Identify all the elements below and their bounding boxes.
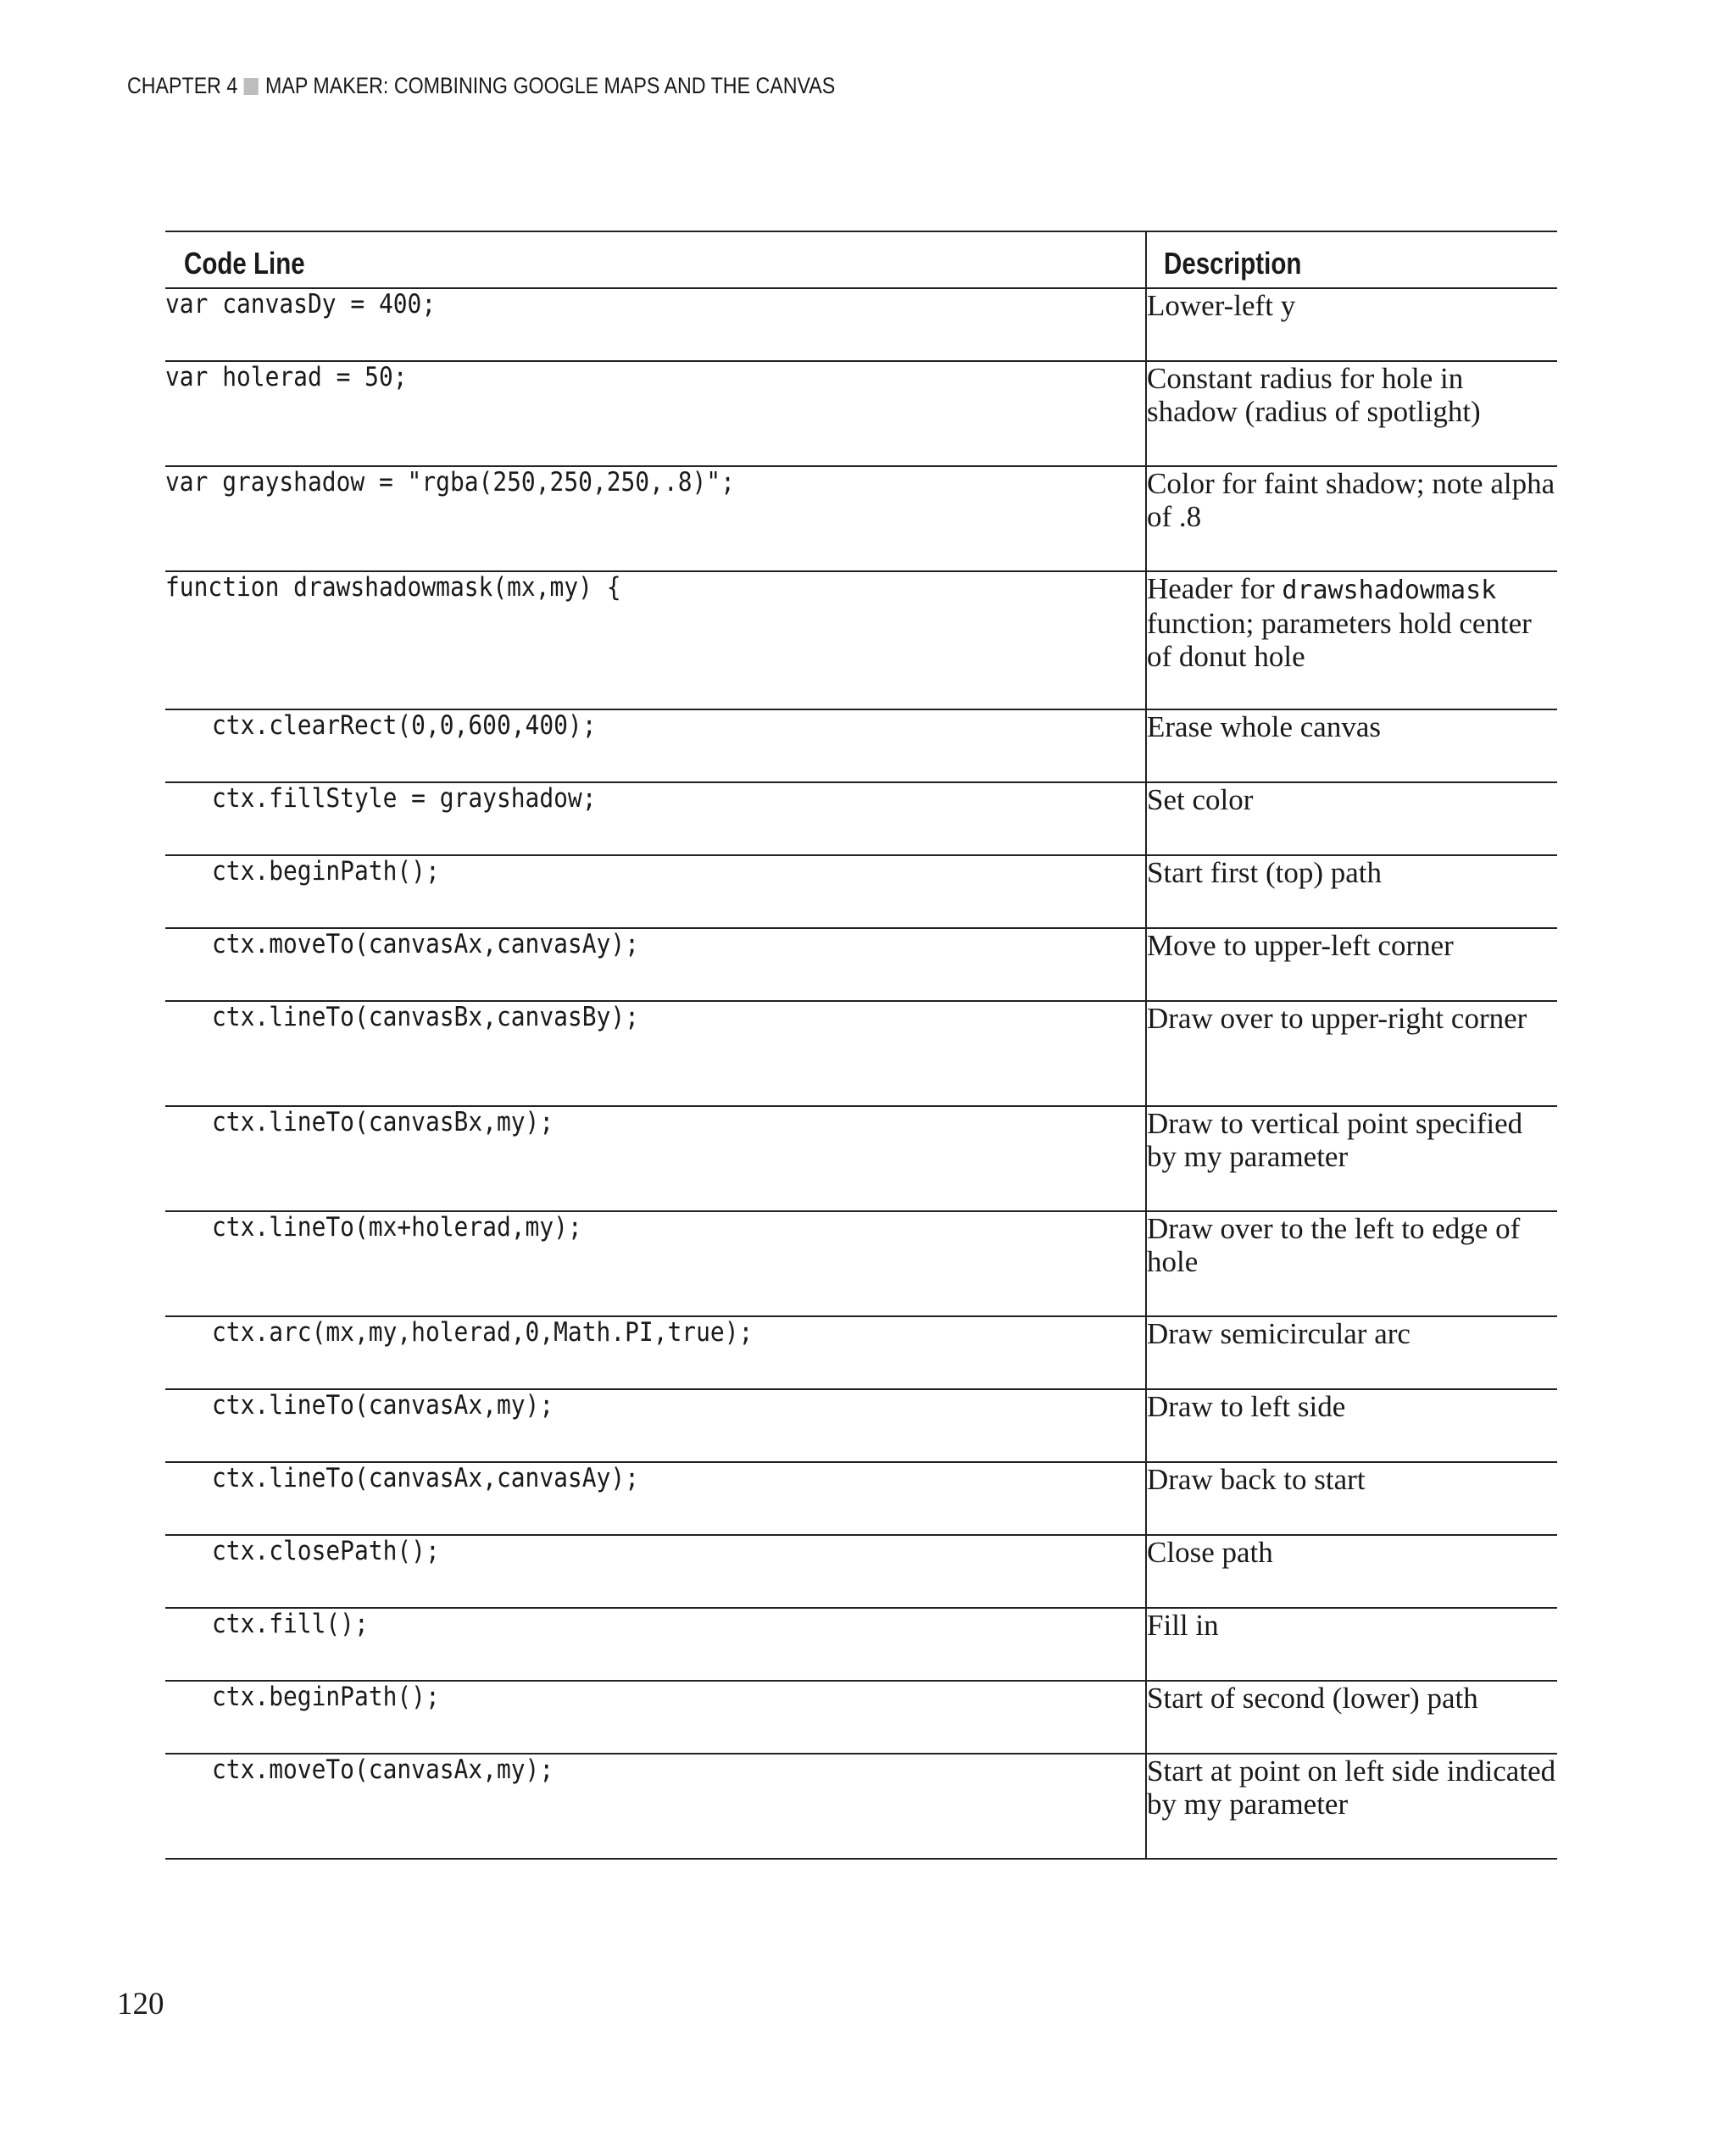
code-cell: ctx.fillStyle = grayshadow; [165, 782, 1146, 855]
description-cell: Draw semicircular arc [1146, 1316, 1557, 1389]
description-cell: Draw to vertical point specified by my parameter [1146, 1106, 1557, 1211]
inline-code: drawshadowmask [1282, 576, 1497, 605]
description-cell: Start of second (lower) path [1146, 1681, 1557, 1754]
description-cell: Erase whole canvas [1146, 709, 1557, 782]
table-row [165, 709, 1557, 782]
chapter-title: MAP MAKER: COMBINING GOOGLE MAPS AND THE CANVAS [265, 73, 836, 98]
table-row [165, 1681, 1557, 1754]
table-row [165, 928, 1557, 1001]
code-cell: ctx.moveTo(canvasAx,my); [165, 1754, 1146, 1859]
code-cell: ctx.lineTo(canvasAx,canvasAy); [165, 1462, 1146, 1535]
table-row [165, 1106, 1557, 1211]
separator-square-icon [243, 78, 258, 95]
description-cell: Fill in [1146, 1608, 1557, 1681]
code-cell: ctx.lineTo(canvasBx,canvasBy); [165, 1001, 1146, 1106]
code-cell: ctx.closePath(); [165, 1535, 1146, 1608]
code-cell: ctx.lineTo(mx+holerad,my); [165, 1211, 1146, 1316]
description-cell: Start first (top) path [1146, 855, 1557, 928]
code-cell: ctx.beginPath(); [165, 1681, 1146, 1754]
description-cell: Draw back to start [1146, 1462, 1557, 1535]
code-cell: function drawshadowmask(mx,my) { [165, 571, 1146, 709]
description-cell: Color for faint shadow; note alpha of .8 [1146, 466, 1557, 571]
running-head [127, 73, 835, 99]
table-row [165, 361, 1557, 466]
table-row [165, 1754, 1557, 1859]
description-cell: Move to upper-left corner [1146, 928, 1557, 1001]
code-description-table [165, 231, 1557, 1860]
description-cell: Set color [1146, 782, 1557, 855]
description-cell: Constant radius for hole in shadow (radius of spotlight) [1146, 361, 1557, 466]
table-row [165, 1535, 1557, 1608]
table-row [165, 1001, 1557, 1106]
description-cell: Draw over to upper-right corner [1146, 1001, 1557, 1106]
code-cell: ctx.arc(mx,my,holerad,0,Math.PI,true); [165, 1316, 1146, 1389]
description-cell: Draw over to the left to edge of hole [1146, 1211, 1557, 1316]
table-row [165, 1211, 1557, 1316]
table-row [165, 782, 1557, 855]
code-cell: ctx.clearRect(0,0,600,400); [165, 709, 1146, 782]
code-cell: ctx.lineTo(canvasBx,my); [165, 1106, 1146, 1211]
description-text: function; parameters hold center of donut hole [1147, 607, 1532, 673]
description-cell: Draw to left side [1146, 1389, 1557, 1462]
code-cell: ctx.lineTo(canvasAx,my); [165, 1389, 1146, 1462]
description-cell: Start at point on left side indicated by my parameter [1146, 1754, 1557, 1859]
table-row [165, 288, 1557, 361]
table-row [165, 1389, 1557, 1462]
code-cell: ctx.fill(); [165, 1608, 1146, 1681]
description-cell [1146, 571, 1557, 709]
code-cell: var grayshadow = "rgba(250,250,250,.8)"; [165, 466, 1146, 571]
code-line-header: Code Line [165, 231, 1146, 288]
table-row [165, 1608, 1557, 1681]
description-cell: Lower-left y [1146, 288, 1557, 361]
code-cell: ctx.beginPath(); [165, 855, 1146, 928]
table-row [165, 1316, 1557, 1389]
table-row [165, 855, 1557, 928]
table-header-row [165, 231, 1557, 288]
code-cell: var holerad = 50; [165, 361, 1146, 466]
table-row [165, 571, 1557, 709]
chapter-label: CHAPTER 4 [127, 73, 238, 98]
table-row [165, 466, 1557, 571]
description-header: Description [1146, 231, 1557, 288]
code-cell: var canvasDy = 400; [165, 288, 1146, 361]
description-cell: Close path [1146, 1535, 1557, 1608]
table-row [165, 1462, 1557, 1535]
code-cell: ctx.moveTo(canvasAx,canvasAy); [165, 928, 1146, 1001]
page-number: 120 [117, 1987, 164, 2021]
description-text: Header for [1147, 572, 1283, 605]
